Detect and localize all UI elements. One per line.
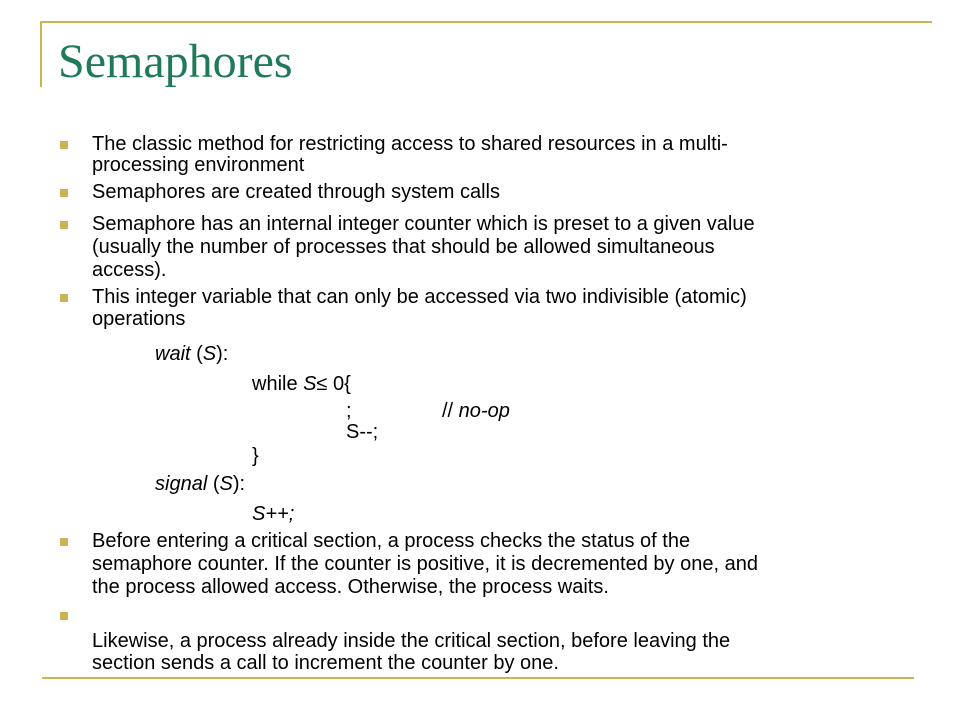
- while-op: ≤: [316, 373, 328, 395]
- comment-text: no-op: [458, 400, 510, 422]
- code-decrement-line: S--;: [346, 421, 379, 443]
- top-rule: [40, 21, 932, 23]
- bullet-marker: [60, 294, 68, 302]
- bullet-1-line-2: processing environment: [92, 154, 305, 176]
- code-noop-comment: [442, 400, 510, 423]
- while-keyword: while: [252, 373, 304, 395]
- bullet-1-line-1: The classic method for restricting access to shared resources in a multi-: [92, 133, 728, 155]
- bullet-6-line-3: section sends a call to increment the counter by one.: [92, 652, 559, 674]
- code-signal-line: signal (S):: [155, 473, 246, 495]
- comment-slashes: //: [442, 400, 459, 422]
- bullet-marker: [60, 141, 68, 149]
- signal-keyword: signal: [155, 473, 208, 495]
- code-wait-line: wait (S):: [155, 343, 229, 365]
- signal-arg: S: [219, 473, 233, 495]
- bullet-4-line-2: operations: [92, 308, 186, 330]
- code-close-brace: }: [252, 445, 259, 467]
- wait-arg: S: [202, 343, 217, 365]
- bullet-marker: [60, 612, 68, 620]
- while-rest: 0{: [327, 373, 351, 395]
- bullet-6-line-2: Likewise, a process already inside the critical section, before leaving the: [92, 630, 731, 652]
- bullet-5-line-3: the process allowed access. Otherwise, the process waits.: [92, 576, 609, 598]
- code-noop-semicolon: ;: [346, 400, 352, 422]
- wait-keyword: wait: [155, 343, 191, 365]
- bullet-5-line-1: Before entering a critical section, a process checks the status of the: [92, 530, 691, 552]
- bullet-5-line-2: semaphore counter. If the counter is positive, it is decremented by one, and: [92, 553, 758, 575]
- code-while-line: [252, 373, 351, 396]
- left-rule: [40, 21, 42, 87]
- bullet-3-line-1: Semaphore has an internal integer counter which is preset to a given value: [92, 213, 755, 235]
- code-increment-line: S++;: [252, 503, 295, 525]
- bullet-marker: [60, 221, 68, 229]
- bullet-2-line-1: Semaphores are created through system calls: [92, 181, 500, 203]
- bullet-3-line-3: access).: [92, 259, 167, 281]
- bullet-marker: [60, 189, 68, 197]
- bottom-rule: [42, 677, 914, 679]
- while-var: S: [303, 373, 317, 395]
- bullet-4-line-1: This integer variable that can only be accessed via two indivisible (atomic): [92, 286, 747, 308]
- bullet-marker: [60, 538, 68, 546]
- bullet-3-line-2: (usually the number of processes that should be allowed simultaneous: [92, 236, 715, 258]
- slide-title: Semaphores: [58, 35, 293, 88]
